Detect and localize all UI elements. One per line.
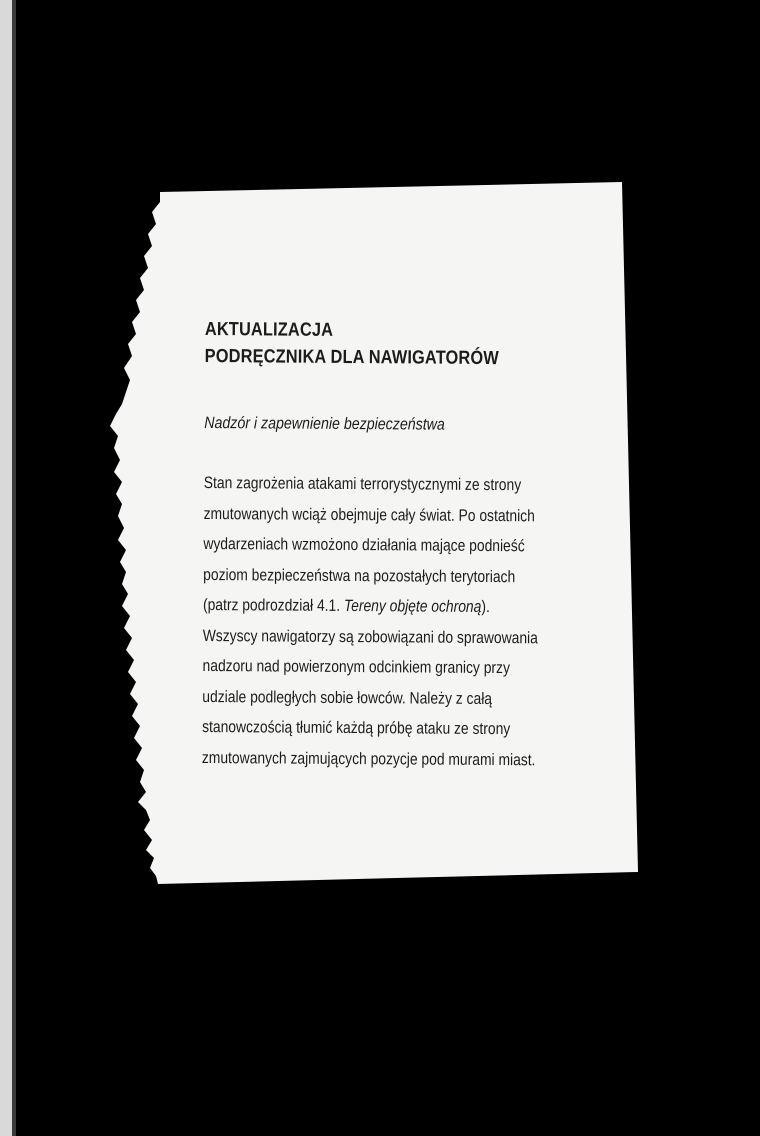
body-line-2: zmutowanych wciąż obejmuje cały świat. Po ostatnich	[203, 504, 535, 525]
reference-close: ).	[481, 597, 490, 616]
body-line-1: Stan zagrożenia atakami terrorystycznymi ze strony	[203, 473, 522, 495]
body-line-3: wydarzeniach wzmożono działania mające podnieść	[203, 534, 525, 556]
body-line-10: zmutowanych zajmujących pozycje pod murami miast.	[201, 748, 536, 769]
document-title	[205, 316, 615, 373]
body-line-7: nadzoru nad powierzonym odcinkiem granicy przy	[202, 656, 510, 678]
reference-italic: Tereny objęte ochroną	[343, 596, 482, 616]
body-line-8: udziale podległych sobie łowców. Należy z całą	[202, 687, 493, 708]
document-body	[202, 468, 614, 776]
title-line-1: AKTUALIZACJA	[204, 318, 334, 341]
body-line-5	[203, 590, 548, 623]
body-line-9: stanowczością tłumić każdą próbę ataku ze strony	[202, 717, 511, 739]
title-line-2: PODRĘCZNIKA DLA NAWIGATORÓW	[204, 345, 499, 370]
body-line-4: poziom bezpieczeństwa na pozostałych terytoriach	[203, 565, 516, 586]
document-content	[202, 316, 615, 776]
reference-prefix: (patrz podrozdział 4.1.	[202, 595, 345, 615]
document-subtitle: Nadzór i zapewnienie bezpieczeństwa	[204, 413, 445, 434]
body-line-6: Wszyscy nawigatorzy są zobowiązani do sprawowania	[202, 626, 538, 647]
